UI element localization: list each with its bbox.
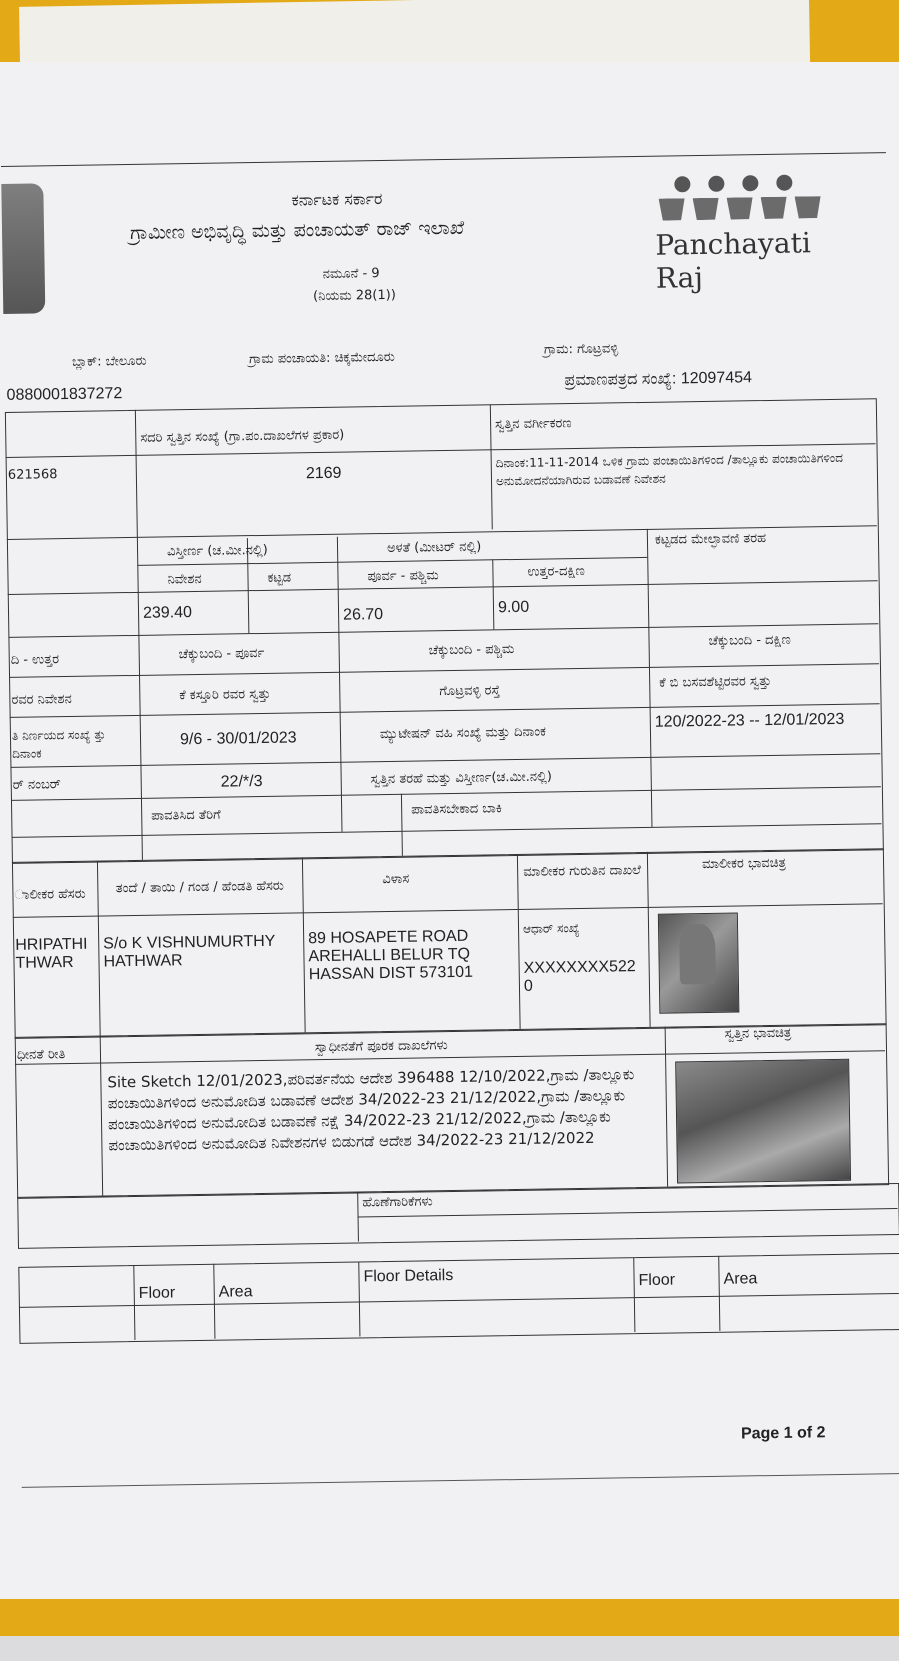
area-label-right: Area (723, 1270, 758, 1288)
frame-line (1, 152, 886, 167)
owner-address: 89 HOSAPETE ROAD AREHALLI BELUR TQ HASSAN DIST 573101 (308, 927, 474, 984)
west-boundary: ಗೊಟ್ರವಳ್ಳಿ ರಸ್ತೆ (439, 683, 501, 700)
east-boundary-label: ಚೆಕ್ಕುಬಂದಿ - ಪೂರ್ವ (178, 645, 265, 663)
tax-paid-label: ಪಾವತಿಸಿದ ತೆರಿಗೆ (151, 807, 221, 824)
property-type-label: ಸ್ವತ್ತಿನ ತರಹೆ ಮತ್ತು ವಿಸ್ತೀರ್ಣ(ಚ.ಮೀ.ನಲ್ಲಿ) (370, 769, 553, 788)
property-photo-label: ಸ್ವತ್ತಿನ ಭಾವಚಿತ್ರ (724, 1025, 792, 1042)
survey-value: 22/*/3 (220, 772, 263, 791)
east-west-value: 26.70 (342, 606, 384, 624)
floor-label-right: Floor (638, 1271, 676, 1290)
form-number: ನಮೂನೆ - 9 (322, 266, 380, 282)
owner-id-label: ಮಾಲೀಕರ ಗುರುತಿನ ದಾಖಲೆ (523, 863, 642, 880)
east-boundary: ಕೆ ಕಸ್ತೂರಿ ರವರ ಸ್ವತ್ತು (179, 686, 271, 704)
owner-id-value: XXXXXXXX522 0 (523, 958, 636, 995)
owner-photo (658, 913, 740, 1014)
document-content (0, 88, 899, 1502)
possession-mode-label: ಧೀನತೆ ರೀತಿ (16, 1047, 66, 1063)
block-name: ಬ್ಲಾಕ್: ಬೇಲೂರು (71, 353, 147, 370)
dept-title: ಗ್ರಾಮೀಣ ಅಭಿವೃದ್ಧಿ ಮತ್ತು ಪಂಚಾಯತ್ ರಾಜ್ ಇಲಾಖೆ (129, 216, 465, 244)
building-label: ಕಟ್ಟಡ (267, 570, 292, 586)
gram-panchayat: ಗ್ರಾಮ ಪಂಚಾಯತಿ: ಚಿಕ್ಕಮೇದೂರು (248, 349, 395, 368)
mutation-label: ಮ್ಯುಟೇಷನ್ ವಹಿ ಸಂಖ್ಯೆ ಮತ್ತು ದಿನಾಂಕ (379, 724, 547, 743)
dimension-label: ಅಳತೆ (ಮೀಟರ್ ನಲ್ಲಿ) (386, 539, 482, 556)
classification-label: ಸ್ವತ್ತಿನ ವರ್ಗೀಕರಣ (495, 416, 572, 433)
area-label-left: Area (218, 1283, 253, 1301)
logo-text: Panchayati Raj (655, 226, 812, 295)
classification-value: ದಿನಾಂಕ:11-11-2014 ಒಳಿಕ ಗ್ರಾಮ ಪಂಚಾಯಿತಿಗಳಿಂದ /ತಾಲ್ಲೂಕು ಪಂಚಾಯಿತಿಗಳಿಂದ ಅನುಮೋದನೆಯಾಗಿರುವ ಬಡಾವಣೆ ನಿವೇಶನ (495, 450, 844, 489)
north-south-value: 9.00 (497, 598, 530, 617)
south-boundary-label: ಚೆಕ್ಕುಬಂದಿ - ದಕ್ಷಿಣ (708, 632, 791, 649)
property-id: 0880001837272 (6, 385, 123, 404)
certificate-number: ಪ್ರಮಾಣಪತ್ರದ ಸಂಖ್ಯೆ: 12097454 (564, 369, 753, 390)
gp-number: 2169 (305, 464, 342, 483)
document-page (0, 62, 899, 1599)
mutation-value: 120/2022-23 -- 12/01/2023 (654, 710, 845, 731)
north-south-label: ಉತ್ತರ-ದಕ್ಷಿಣ (527, 563, 585, 580)
area-label: ವಿಸ್ತೀರ್ಣ (ಚ.ಮೀ.ನಲ್ಲಿ) (166, 542, 268, 560)
north-boundary-label: ದಿ - ಉತ್ತರ (10, 652, 60, 668)
village-name: ಗ್ರಾಮ: ಗೊಟ್ರವಳ್ಳಿ (543, 341, 619, 358)
bottom-line (22, 1473, 899, 1488)
liabilities-label: ಹೊಣೆಗಾರಿಕೆಗಳು (362, 1194, 433, 1211)
paper-edge (0, 1636, 899, 1661)
owner-photo-label: ಮಾಲೀಕರ ಭಾವಚಿತ್ರ (701, 855, 787, 873)
relation-name: S/o K VISHNUMURTHY HATHWAR (103, 932, 276, 971)
property-photo (675, 1059, 851, 1184)
site-label: ನಿವೇಶನ (167, 571, 202, 588)
address-label: ವಿಳಾಸ (382, 871, 410, 888)
gp-number-label: ಸದರಿ ಸ್ವತ್ತಿನ ಸಂಖ್ಯೆ (ಗ್ರಾ.ಪಂ.ದಾಖಲೆಗಳ ಪ್ರಕಾರ) (140, 427, 345, 446)
survey-label: ರ್ ನಂಬರ್ (12, 777, 61, 793)
tax-due-label: ಪಾವತಿಸಬೇಕಾದ ಬಾಕಿ (411, 801, 503, 818)
documents-text: Site Sketch 12/01/2023,ಪರಿವರ್ತನೆಯ ಆದೇಶ 396488 12/10/2022,ಗ್ರಾಮ /ತಾಲ್ಲೂಕು ಪಂಚಾಯಿತಿಗಳಿಂದ ಅನುಮೋದಿತ ಬಡಾವಣೆ ಆದೇಶ 34/2022-23 21/12/2022,ಗ್ರಾಮ /ತಾಲ್ಲೂಕು ಪಂಚಾಯಿತಿಗಳಿಂದ ಅನುಮೋದಿತ ಬಡಾವಣೆ ನಕ್ಷೆ 34/2022-23 21/12/2022,ಗ್ರಾಮ /ತಾಲ್ಲೂಕು ಪಂಚಾಯಿತಿಗಳಿಂದ ಅನುಮೋದಿತ ನಿವೇಶನಗಳ ಬಿಡುಗಡೆ ಆದೇಶ 34/2022-23 21/12/2022 (107, 1065, 635, 1155)
property-id-partial: 621568 (7, 467, 58, 483)
state-emblem-icon (1, 183, 45, 314)
roof-type-label: ಕಟ್ಟಡದ ಮೇಲ್ಛಾವಣಿ ತರಹ (654, 531, 767, 548)
govt-title: ಕರ್ನಾಟಕ ಸರ್ಕಾರ (291, 189, 383, 210)
page-number: Page 1 of 2 (740, 1424, 826, 1443)
rule-number: (ನಿಯಮ 28(1)) (312, 287, 396, 305)
south-boundary: ಕೆ ಬಿ ಬಸವಶೆಟ್ಟಿರವರ ಸ್ವತ್ತು (659, 673, 772, 691)
owner-id-type: ಆಧಾರ್ ಸಂಖ್ಯೆ (522, 920, 580, 936)
owner-name: HRIPATHI THWAR (15, 935, 88, 972)
resolution-label: ತಿ ನಿರ್ಣಯದ ಸಂಖ್ಯೆ ತ್ತು ದಿನಾಂಕ (11, 727, 106, 761)
panchayati-raj-logo (654, 174, 836, 295)
owner-name-label: ಾಲೀಕರ ಹೆಸರು (14, 886, 86, 903)
north-boundary: ರವರ ನಿವೇಶನ (11, 691, 72, 708)
east-west-label: ಪೂರ್ವ - ಪಶ್ಚಿಮ (367, 568, 439, 585)
west-boundary-label: ಚೆಕ್ಕುಬಂದಿ - ಪಶ್ಚಿಮ (428, 641, 515, 659)
documents-label: ಸ್ವಾಧೀನತೆಗೆ ಪೂರಕ ದಾಖಲೆಗಳು (314, 1038, 448, 1056)
relation-label: ತಂದೆ / ತಾಯಿ / ಗಂಡ / ಹೆಂಡತಿ ಹೆಸರು (115, 878, 285, 897)
floor-details-label: Floor Details (363, 1267, 454, 1286)
floor-label-left: Floor (138, 1284, 176, 1302)
resolution-value: 9/6 - 30/01/2023 (179, 729, 297, 749)
site-area-value: 239.40 (142, 604, 193, 622)
